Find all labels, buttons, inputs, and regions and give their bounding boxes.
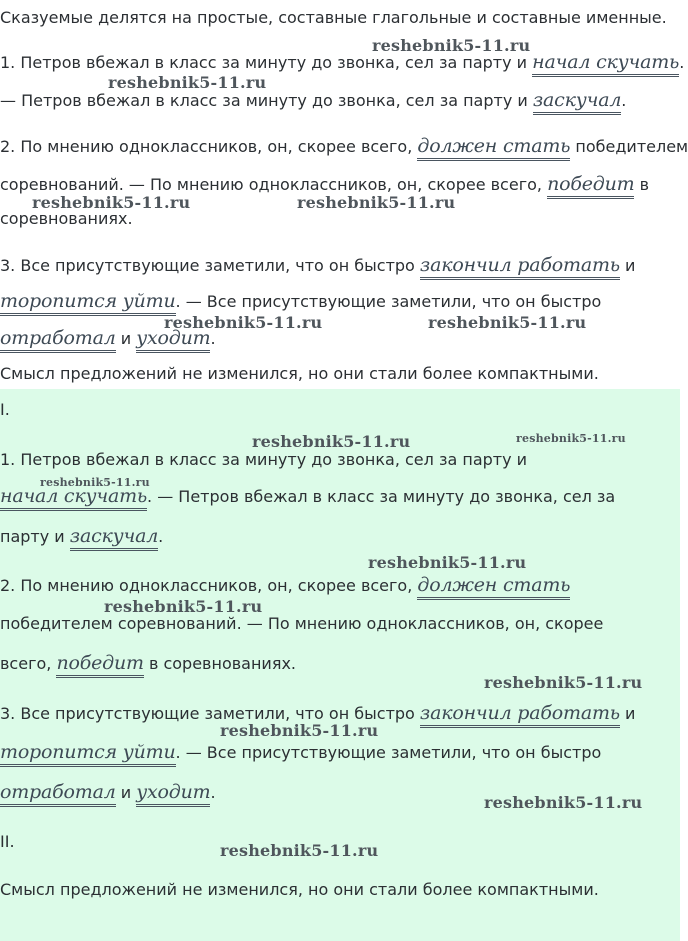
text-fragment: . — Петров вбежал в класс за минуту до звонка, сел за xyxy=(147,487,616,506)
text-fragment: в соревнованиях. xyxy=(143,654,296,673)
part-two-label: II. xyxy=(0,832,15,851)
text-fragment: . — Все присутствующие заметили, что он быстро xyxy=(175,743,602,762)
watermark: reshebnik5-11.ru xyxy=(40,476,150,489)
compound-verb-predicate: начал скучать xyxy=(532,51,679,77)
watermark: reshebnik5-11.ru xyxy=(368,553,527,572)
text-fragment: . — Все присутствующие заметили, что он быстро xyxy=(175,292,602,311)
watermark: reshebnik5-11.ru xyxy=(516,432,626,445)
part-one-label: I. xyxy=(0,400,10,419)
bottom-sentence-3c xyxy=(0,782,216,803)
watermark: reshebnik5-11.ru xyxy=(32,193,191,212)
simple-predicate: заскучал xyxy=(533,89,621,115)
compound-verb-predicate: закончил работать xyxy=(420,254,620,280)
simple-predicate: отработал xyxy=(0,327,116,353)
watermark: reshebnik5-11.ru xyxy=(220,721,379,740)
text-fragment: и xyxy=(115,783,137,802)
simple-predicate: победит xyxy=(56,652,143,678)
watermark: reshebnik5-11.ru xyxy=(164,313,323,332)
watermark: reshebnik5-11.ru xyxy=(372,36,531,55)
simple-predicate: отработал xyxy=(0,781,116,807)
bottom-sentence-1a: 1. Петров вбежал в класс за минуту до звонка, сел за парту и xyxy=(0,450,528,469)
simple-predicate: победит xyxy=(547,173,634,199)
simple-predicate: заскучал xyxy=(70,525,158,551)
top-sentence-1a xyxy=(0,52,684,73)
text-fragment: и xyxy=(619,704,636,723)
watermark: reshebnik5-11.ru xyxy=(252,432,411,451)
bottom-sentence-1b xyxy=(0,486,615,507)
top-conclusion: Смысл предложений не изменился, но они стали более компактными. xyxy=(0,364,599,383)
bottom-sentence-2a xyxy=(0,575,570,596)
text-fragment: 1. Петров вбежал в класс за минуту до звонка, сел за парту и xyxy=(0,53,533,72)
watermark: reshebnik5-11.ru xyxy=(484,793,643,812)
simple-predicate: уходит xyxy=(136,781,210,807)
text-fragment: . xyxy=(210,329,216,348)
text-fragment: в xyxy=(634,175,649,194)
top-sentence-2c: соревнованиях. xyxy=(0,209,133,228)
text-fragment: парту и xyxy=(0,527,70,546)
watermark: reshebnik5-11.ru xyxy=(484,673,643,692)
bottom-sentence-1c xyxy=(0,526,163,547)
intro-text: Сказуемые делятся на простые, составные глагольные и составные именные. xyxy=(0,8,667,27)
compound-verb-predicate: начал скучать xyxy=(0,485,147,511)
text-fragment: . xyxy=(158,527,164,546)
top-sentence-2a xyxy=(0,136,688,157)
watermark: reshebnik5-11.ru xyxy=(297,193,456,212)
text-fragment: и xyxy=(619,256,636,275)
bottom-sentence-2b: победителем соревнований. — По мнению одноклассников, он, скорее xyxy=(0,614,604,633)
text-fragment: . xyxy=(210,783,216,802)
text-fragment: победителем xyxy=(570,137,688,156)
text-fragment: и xyxy=(115,329,137,348)
compound-verb-predicate: должен стать xyxy=(417,135,570,161)
compound-verb-predicate: должен стать xyxy=(417,574,570,600)
text-fragment: соревнований. — По мнению одноклассников, он, скорее всего, xyxy=(0,175,548,194)
text-fragment: . xyxy=(621,91,627,110)
watermark: reshebnik5-11.ru xyxy=(220,841,379,860)
simple-predicate: уходит xyxy=(136,327,210,353)
text-fragment: 3. Все присутствующие заметили, что он быстро xyxy=(0,704,420,723)
text-fragment: 2. По мнению одноклассников, он, скорее всего, xyxy=(0,137,418,156)
text-fragment: — Петров вбежал в класс за минуту до звонка, сел за парту и xyxy=(0,91,533,110)
compound-verb-predicate: закончил работать xyxy=(420,702,620,728)
top-sentence-3b xyxy=(0,291,601,312)
watermark: reshebnik5-11.ru xyxy=(428,313,587,332)
watermark: reshebnik5-11.ru xyxy=(104,597,263,616)
bottom-conclusion: Смысл предложений не изменился, но они стали более компактными. xyxy=(0,880,599,899)
text-fragment: . xyxy=(679,53,685,72)
watermark: reshebnik5-11.ru xyxy=(108,73,267,92)
bottom-sentence-3b xyxy=(0,742,601,763)
compound-verb-predicate: торопится уйти xyxy=(0,290,176,316)
bottom-sentence-2c xyxy=(0,653,296,674)
top-sentence-3a xyxy=(0,255,635,276)
top-sentence-2b xyxy=(0,174,649,195)
top-sentence-1b xyxy=(0,90,626,111)
text-fragment: 2. По мнению одноклассников, он, скорее всего, xyxy=(0,576,418,595)
text-fragment: всего, xyxy=(0,654,57,673)
compound-verb-predicate: торопится уйти xyxy=(0,741,176,767)
text-fragment: 3. Все присутствующие заметили, что он быстро xyxy=(0,256,420,275)
